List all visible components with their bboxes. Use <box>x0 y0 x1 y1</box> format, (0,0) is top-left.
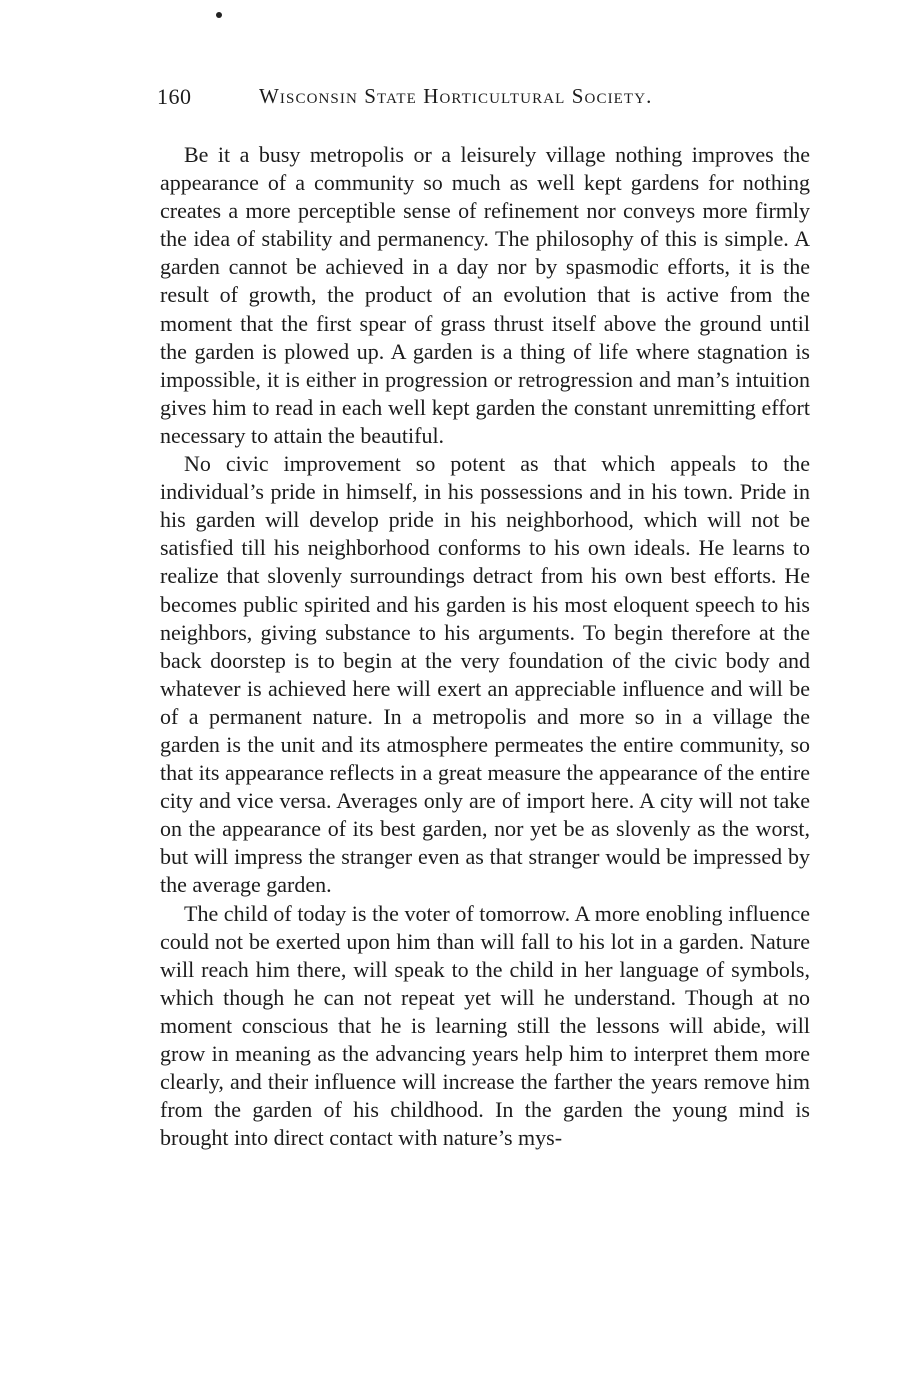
paragraph-1: Be it a busy metropolis or a leisurely village nothing improves the appearance of a community so much as well kept gardens for nothing creates a more perceptible sense of refinement nor conveys more firmly the idea of stability and permanency. The philosophy of this is simple. A garden cannot be achieved in a day nor by spasmodic efforts, it is the result of growth, the product of an evolution that is active from the moment that the first spear of grass thrust itself above the ground until the garden is plowed up. A garden is a thing of life where stagnation is impossible, it is either in progression or retrogression and man’s intuition gives him to read in each well kept garden the constant unremitting effort necessary to attain the beautiful. <box>160 142 810 448</box>
print-speck <box>216 12 222 18</box>
running-head <box>157 84 817 116</box>
page-number: 160 <box>157 84 192 109</box>
page-body <box>160 141 810 1152</box>
paragraph-2: No civic improvement so potent as that which appeals to the individual’s pride in himself, in his possessions and in his town. Pride in his garden will develop pride in his neighborhood, which will not be satisfied till his neighborhood conforms to his own ideals. He learns to realize that slovenly surroundings detract from his own best efforts. He becomes public spirited and his garden is his most eloquent speech to his neighbors, giving substance to his arguments. To begin therefore at the back doorstep is to begin at the very foundation of the civic body and whatever is achieved here will exert an appreciable influence and will be of a permanent nature. In a metropolis and more so in a village the garden is the unit and its atmosphere permeates the entire community, so that its appearance reflects in a great measure the appearance of the entire city and vice versa. Averages only are of import here. A city will not take on the appearance of its best garden, nor yet be as slovenly as the worst, but will impress the stranger even as that stranger would be impressed by the average garden. <box>160 451 810 898</box>
paragraph-3: The child of today is the voter of tomorrow. A more enobling influence could not be exerted upon him than will fall to his lot in a garden. Nature will reach him there, will speak to the child in her language of symbols, which though he can not repeat yet will he understand. Though at no moment conscious that he is learning still the lessons will abide, will grow in meaning as the advancing years help him to interpret them more clearly, and their influence will increase the farther the years remove him from the garden of his childhood. In the garden the young mind is brought into direct contact with nature’s mys- <box>160 900 810 1151</box>
journal-title: Wisconsin State Horticultural Society. <box>259 84 653 108</box>
